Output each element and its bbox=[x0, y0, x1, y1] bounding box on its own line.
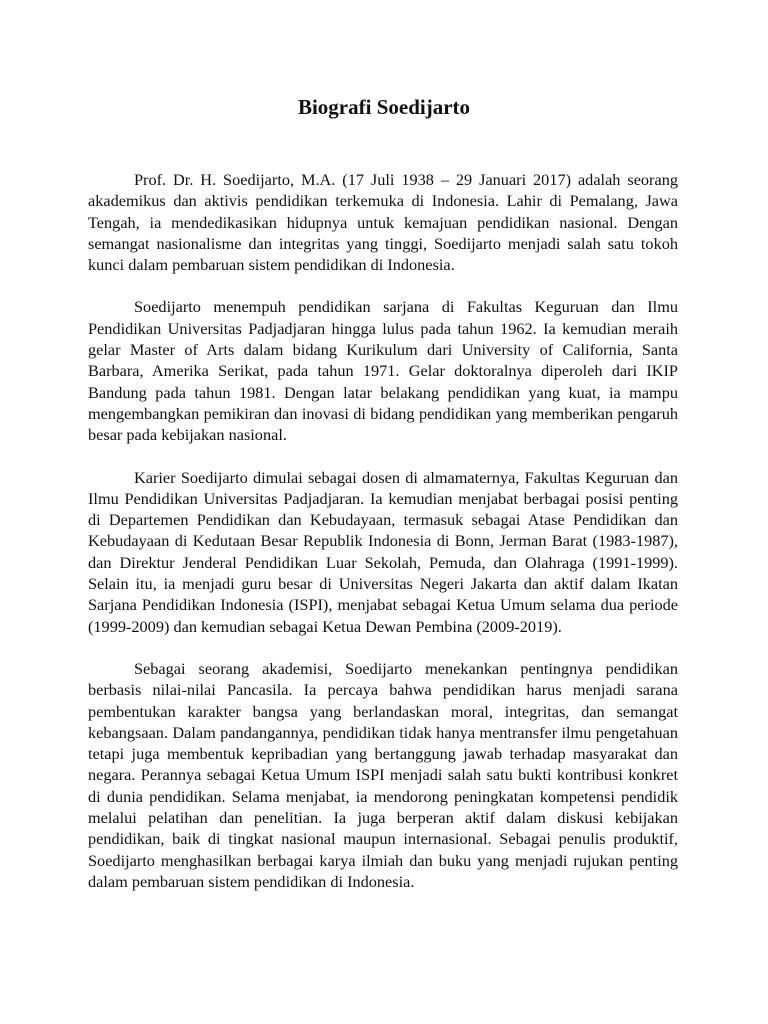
document-body bbox=[88, 169, 678, 913]
paragraph-intro: Prof. Dr. H. Soedijarto, M.A. (17 Juli 1938 – 29 Januari 2017) adalah seorang akademikus dan aktivis pendidikan terkemuka di Indonesia. Lahir di Pemalang, Jawa Tengah, ia mendedikasikan hidupnya untuk kemajuan pendidikan nasional. Dengan semangat nasionalisme dan integritas yang tinggi, Soedijarto menjadi salah satu tokoh kunci dalam pembaruan sistem pendidikan di Indonesia. bbox=[88, 170, 678, 275]
paragraph-philosophy: Sebagai seorang akademisi, Soedijarto menekankan pentingnya pendidikan berbasis nilai-nilai Pancasila. Ia percaya bahwa pendidikan harus menjadi sarana pembentukan karakter bangsa yang berlandaskan moral, integritas, dan semangat kebangsaan. Dalam pandangannya, pendidikan tidak hanya mentransfer ilmu pengetahuan tetapi juga membentuk kepribadian yang bertanggung jawab terhadap masyarakat dan negara. Perannya sebagai Ketua Umum ISPI menjadi salah satu bukti kontribusi konkret di dunia pendidikan. Selama menjabat, ia mendorong peningkatan kompetensi pendidik melalui pelatihan dan penelitian. Ia juga berperan aktif dalam diskusi kebijakan pendidikan, baik di tingkat nasional maupun internasional. Sebagai penulis produktif, Soedijarto menghasilkan berbagai karya ilmiah dan buku yang menjadi rujukan penting dalam pembaruan sistem pendidikan di Indonesia. bbox=[88, 658, 678, 891]
paragraph-career: Karier Soedijarto dimulai sebagai dosen di almamaternya, Fakultas Keguruan dan Ilmu Pendidikan Universitas Padjadjaran. Ia kemudian menjabat berbagai posisi penting di Departemen Pendidikan dan Kebudayaan, termasuk sebagai Atase Pendidikan dan Kebudayaan di Kedutaan Besar Republik Indonesia di Bonn, Jerman Barat (1983-1987), dan Direktur Jenderal Pendidikan Luar Sekolah, Pemuda, dan Olahraga (1991-1999). Selain itu, ia menjadi guru besar di Universitas Negeri Jakarta dan aktif dalam Ikatan Sarjana Pendidikan Indonesia (ISPI), menjabat sebagai Ketua Umum selama dua periode (1999-2009) dan kemudian sebagai Ketua Dewan Pembina (2009-2019). bbox=[88, 467, 678, 636]
document-title: Biografi Soedijarto bbox=[297, 95, 471, 119]
paragraph-education: Soedijarto menempuh pendidikan sarjana di Fakultas Keguruan dan Ilmu Pendidikan Universitas Padjadjaran hingga lulus pada tahun 1962. Ia kemudian meraih gelar Master of Arts dalam bidang Kurikulum dari University of California, Santa Barbara, Amerika Serikat, pada tahun 1971. Gelar doktoralnya diperoleh dari IKIP Bandung pada tahun 1981. Dengan latar belakang pendidikan yang kuat, ia mampu mengembangkan pemikiran dan inovasi di bidang pendidikan yang memberikan pengaruh besar pada kebijakan nasional. bbox=[88, 297, 678, 445]
